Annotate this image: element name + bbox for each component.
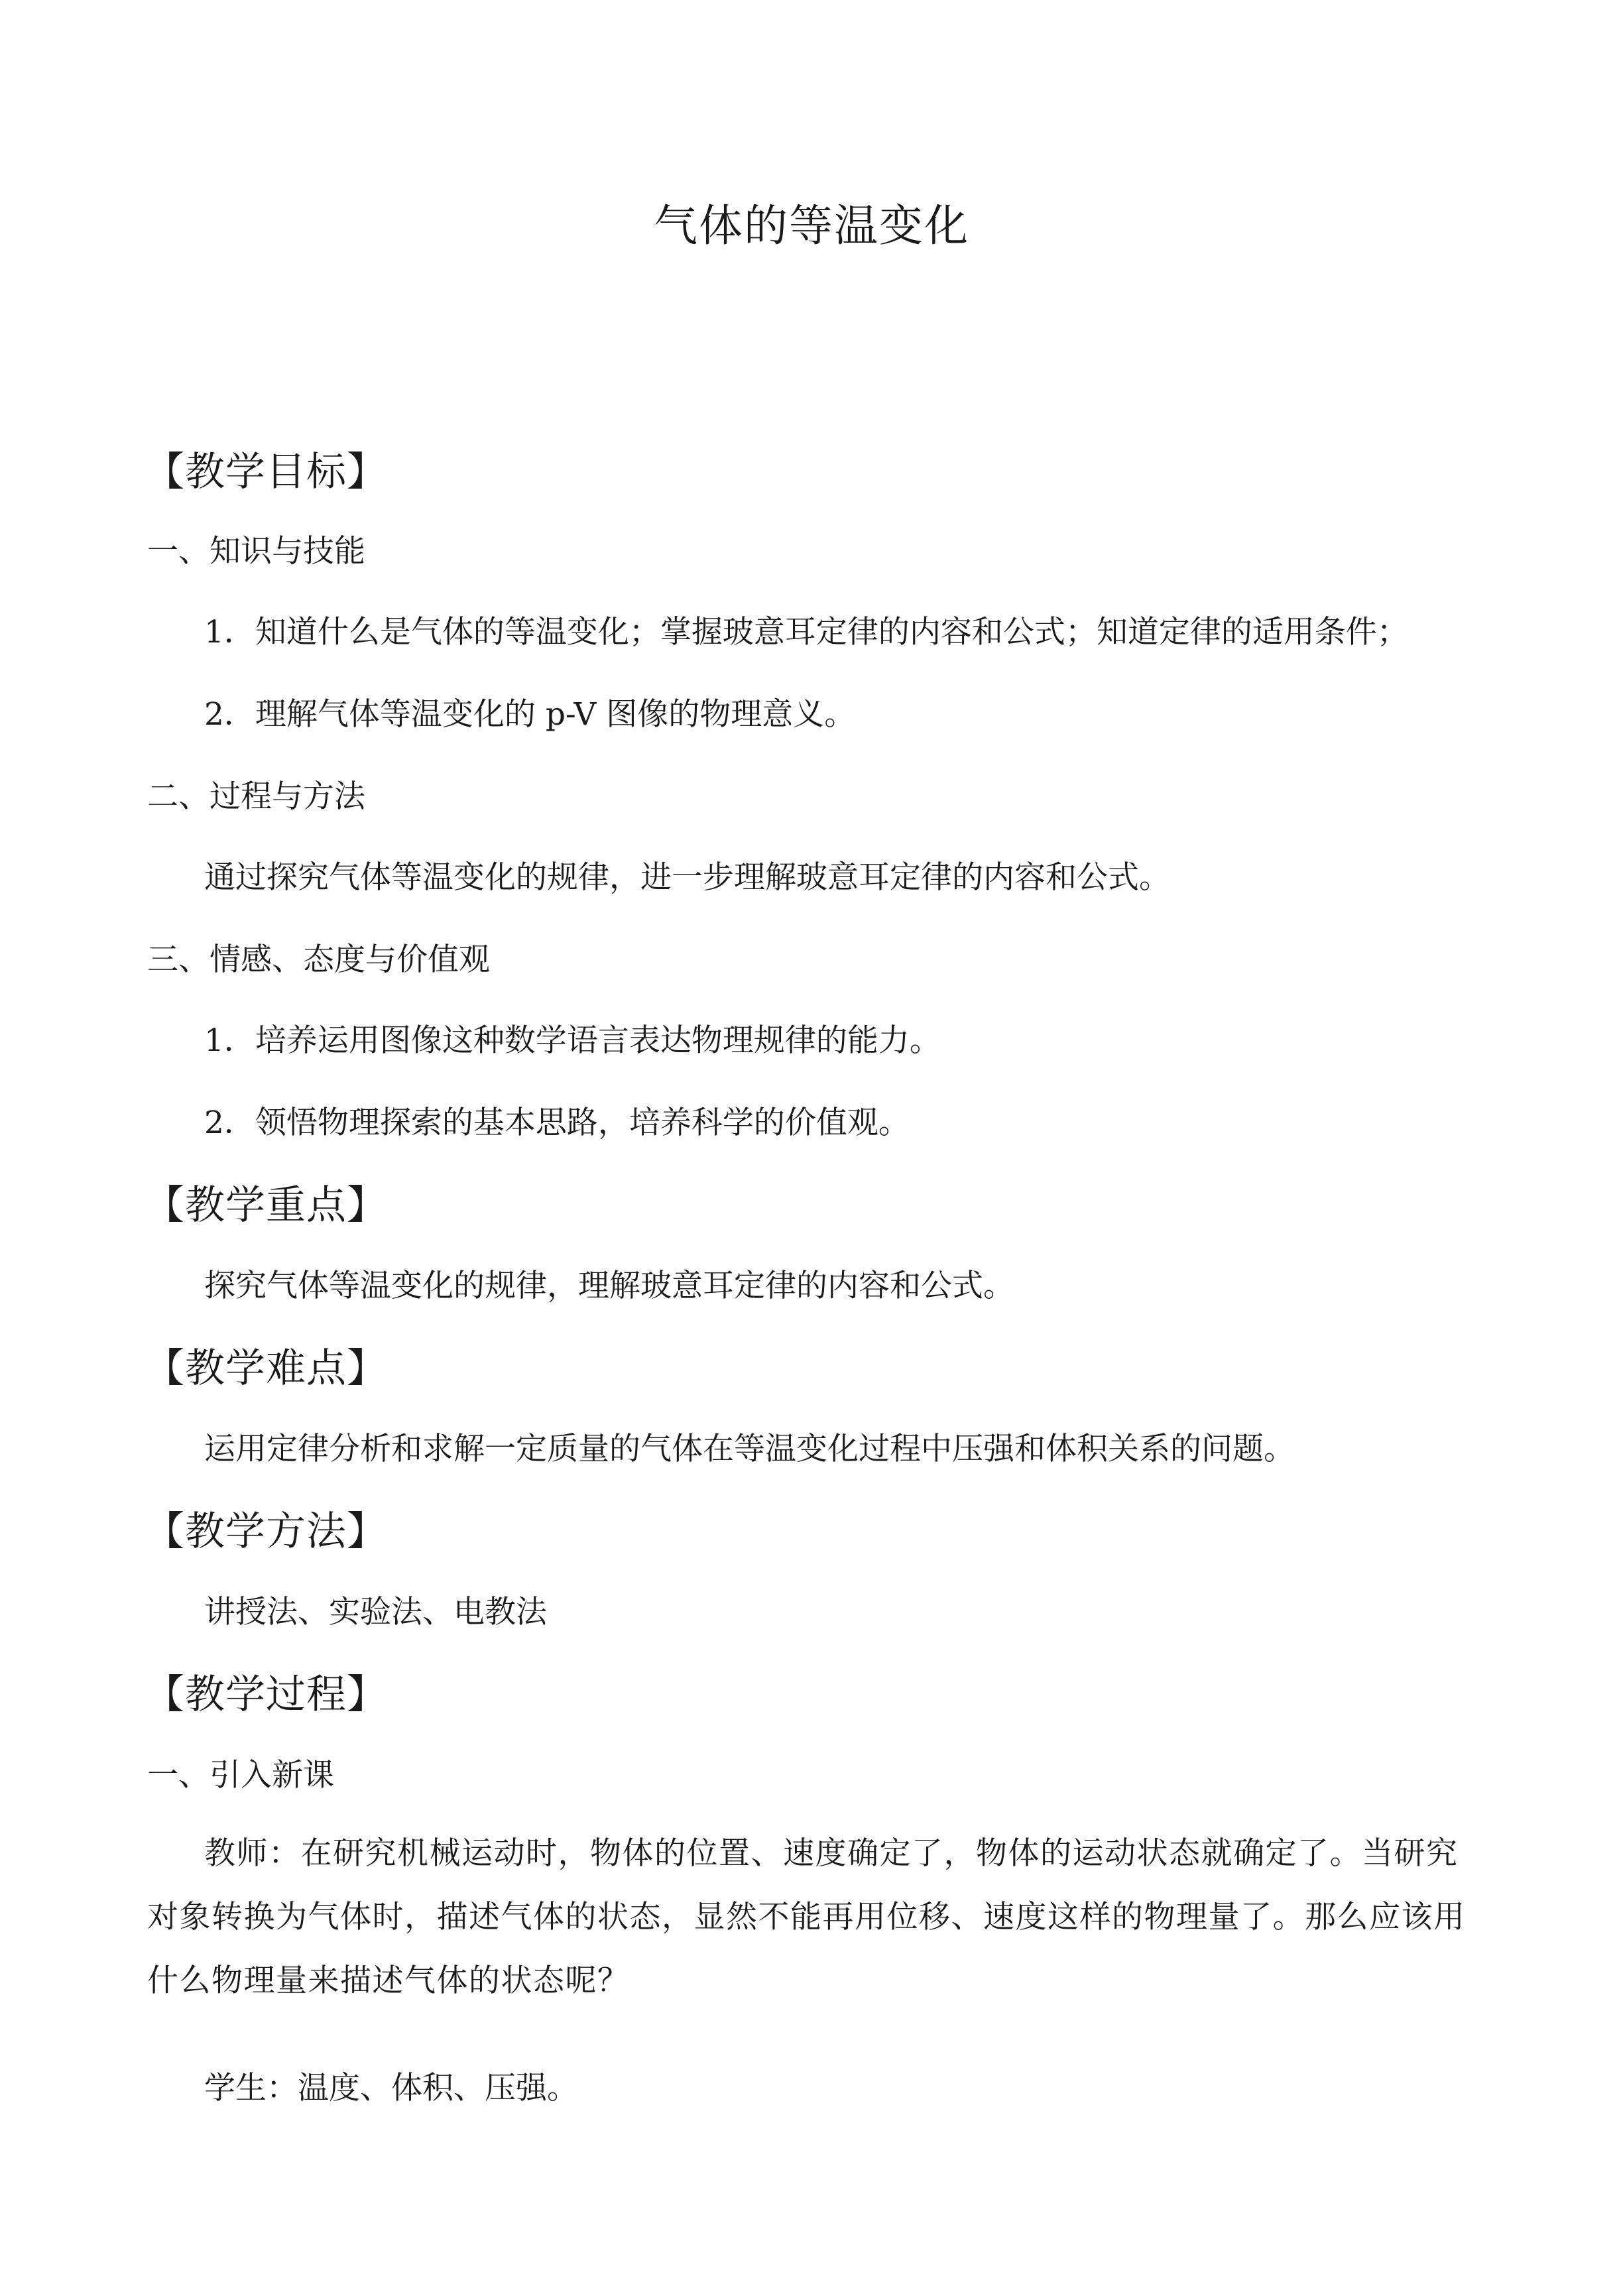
key-points-text: 探究气体等温变化的规律，理解玻意耳定律的内容和公式。 — [204, 1268, 1014, 1304]
key-points-heading: 【教学重点】 — [145, 1182, 387, 1229]
methods-heading: 【教学方法】 — [145, 1508, 387, 1555]
student-answer: 学生：温度、体积、压强。 — [204, 2070, 578, 2106]
procedure-heading: 【教学过程】 — [145, 1671, 387, 1718]
difficulties-text: 运用定律分析和求解一定质量的气体在等温变化过程中压强和体积关系的问题。 — [204, 1431, 1295, 1467]
difficulties-heading: 【教学难点】 — [145, 1345, 387, 1392]
knowledge-item-2: 2．理解气体等温变化的 p-V 图像的物理意义。 — [204, 696, 856, 733]
emotion-values-label: 三、情感、态度与价值观 — [147, 941, 490, 978]
knowledge-item-1: 1．知道什么是气体的等温变化；掌握玻意耳定律的内容和公式；知道定律的适用条件； — [204, 614, 1408, 650]
methods-text: 讲授法、实验法、电教法 — [204, 1594, 547, 1630]
objectives-heading: 【教学目标】 — [145, 449, 387, 495]
knowledge-skills-label: 一、知识与技能 — [147, 533, 365, 570]
emotion-item-1: 1．培养运用图像这种数学语言表达物理规律的能力。 — [204, 1022, 941, 1059]
document-title: 气体的等温变化 — [654, 200, 969, 251]
emotion-item-2: 2．领悟物理探索的基本思路，培养科学的价值观。 — [204, 1105, 910, 1141]
intro-label: 一、引入新课 — [147, 1757, 334, 1793]
process-method-label: 二、过程与方法 — [147, 778, 365, 815]
teacher-paragraph: 教师：在研究机械运动时，物体的位置、速度确定了，物体的运动状态就确定了。当研究对象转换为气体时，描述气体的状态，显然不能再用位移、速度这样的物理量了。那么应该用什么物理量来描述气体的状态呢？ — [147, 1835, 1466, 1999]
process-method-text: 通过探究气体等温变化的规律，进一步理解玻意耳定律的内容和公式。 — [204, 859, 1170, 896]
